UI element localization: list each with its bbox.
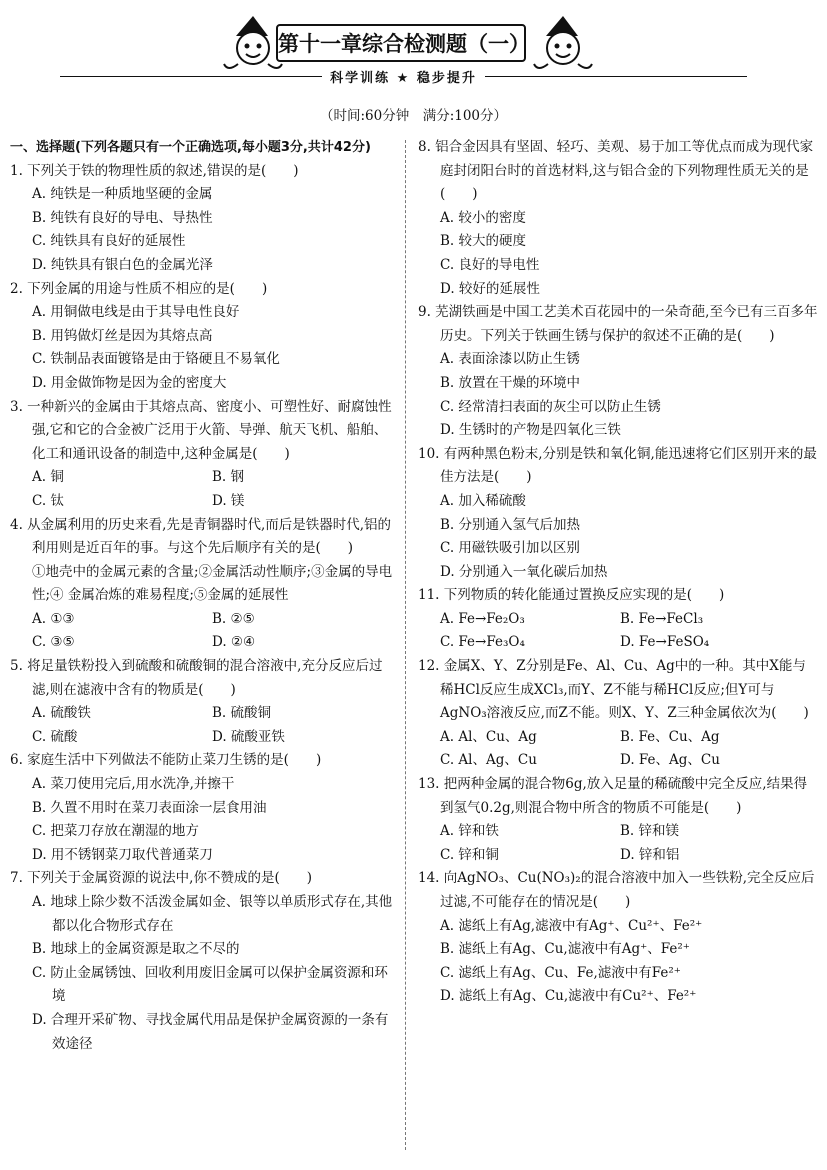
question-stem: 11. 下列物质的转化能通过置换反应实现的是( ) (418, 587, 725, 604)
option-d: D. 分别通入一氧化碳后加热 (440, 563, 608, 580)
option-b: B. 纯铁有良好的导电、导热性 (32, 209, 213, 226)
subtitle-rule-left (60, 76, 322, 77)
option-c: C. 防止金属锈蚀、回收利用废旧金属可以保护金属资源和环境 (32, 964, 388, 1005)
option-a: A. Fe→Fe₂O₃ (440, 610, 525, 627)
question-stem: 10. 有两种黑色粉末,分别是铁和氧化铜,能迅速将它们区别开来的最佳方法是( ) (418, 445, 817, 486)
option-b: B. 放置在干燥的环境中 (440, 374, 581, 391)
question-6 (10, 749, 395, 867)
question-stem: 13. 把两种金属的混合物6g,放入足量的稀硫酸中完全反应,结果得到氢气0.2g,则混合物中所含的物质不可能是( ) (418, 776, 808, 816)
option-b: B. Fe→FeCl₃ (620, 610, 704, 627)
option-b: B. 地球上的金属资源是取之不尽的 (32, 941, 240, 958)
option-a: A. 地球上除少数不活泼金属如金、银等以单质形式存在,其他都以化合物形式存在 (32, 894, 393, 934)
question-stem: 3. 一种新兴的金属由于其熔点高、密度小、可塑性好、耐腐蚀性强,它和它的合金被广泛用于火箭、导弹、航天飞机、船舶、化工和通讯设备的制造中,这种金属是( ) (10, 398, 392, 462)
question-4 (10, 514, 395, 656)
option-a: A. 加入稀硫酸 (440, 492, 526, 509)
option-a: A. 菜刀使用完后,用水洗净,并擦干 (32, 776, 235, 793)
option-d: D. 纯铁具有银白色的金属光泽 (32, 256, 213, 273)
question-3 (10, 396, 395, 514)
question-5 (10, 655, 395, 749)
option-d: D. 合理开采矿物、寻找金属代用品是保护金属资源的一条有效途径 (32, 1011, 389, 1052)
option-c: C. ③⑤ (32, 634, 75, 651)
option-b: B. Fe、Cu、Ag (620, 728, 720, 745)
option-row (10, 631, 395, 655)
option-row (418, 726, 818, 750)
option-a: A. 滤纸上有Ag,滤液中有Ag⁺、Cu²⁺、Fe²⁺ (440, 917, 703, 934)
option-c: C. 滤纸上有Ag、Cu、Fe,滤液中有Fe²⁺ (440, 964, 681, 981)
option-b: B. 硫酸铜 (212, 705, 272, 722)
option-row (10, 466, 395, 490)
option-row (10, 726, 395, 750)
option-row (418, 631, 818, 655)
option-b: B. ②⑤ (212, 610, 255, 627)
option-d: D. 用金做饰物是因为金的密度大 (32, 374, 227, 391)
page-header (0, 0, 827, 95)
question-2 (10, 278, 395, 396)
question-stem: 12. 金属X、Y、Z分别是Fe、Al、Cu、Ag中的一种。其中X能与稀HCl反应生成XCl₃,而Y、Z不能与稀HCl反应;但Y可与AgNO₃溶液反应,而Z不能。则X、Y、Z三种金属依次为( ) (418, 658, 809, 722)
subtitle-rule-right (485, 76, 747, 77)
question-1 (10, 160, 395, 278)
option-row (418, 844, 818, 868)
question-11 (418, 584, 818, 655)
option-c: C. 锌和铜 (440, 846, 499, 863)
option-d: D. 镁 (212, 492, 245, 509)
option-row (10, 490, 395, 514)
question-note: ①地壳中的金属元素的含量;②金属活动性顺序;③金属的导电性;④ 金属冶炼的难易程度;⑤金属的延展性 (32, 563, 393, 604)
question-7 (10, 867, 395, 1056)
subtitle: 科学训练 ★ 稳步提升 (330, 70, 477, 86)
right-column (418, 136, 818, 1009)
question-stem: 1. 下列关于铁的物理性质的叙述,错误的是( ) (10, 162, 299, 179)
option-d: D. 滤纸上有Ag、Cu,滤液中有Cu²⁺、Fe²⁺ (440, 988, 697, 1005)
option-c: C. 经常清扫表面的灰尘可以防止生锈 (440, 398, 661, 415)
option-c: C. 硫酸 (32, 728, 78, 745)
question-14 (418, 867, 818, 1009)
option-d: D. 硫酸亚铁 (212, 728, 285, 745)
question-10 (418, 443, 818, 585)
question-12 (418, 655, 818, 773)
option-a: A. 铜 (32, 469, 64, 486)
question-stem: 9. 芜湖铁画是中国工艺美术百花园中的一朵奇葩,至今已有三百多年历史。下列关于铁画生锈与保护的叙述不正确的是( ) (418, 304, 818, 344)
option-a: A. 表面涂漆以防止生锈 (440, 351, 580, 368)
section-heading: 一、选择题(下列各题只有一个正确选项,每小题3分,共计42分) (10, 140, 371, 155)
option-row (10, 702, 395, 726)
option-d: D. ②④ (212, 634, 256, 651)
option-b: B. 分别通入氢气后加热 (440, 516, 581, 533)
question-13 (418, 773, 818, 867)
option-c: C. 铁制品表面镀铬是由于铬硬且不易氧化 (32, 351, 280, 368)
option-c: C. 把菜刀存放在潮湿的地方 (32, 823, 199, 840)
option-b: B. 滤纸上有Ag、Cu,滤液中有Ag⁺、Fe²⁺ (440, 941, 690, 958)
option-row (418, 749, 818, 773)
question-stem: 2. 下列金属的用途与性质不相应的是( ) (10, 280, 268, 297)
option-d: D. Fe→FeSO₄ (620, 634, 710, 651)
option-c: C. 用磁铁吸引加以区别 (440, 540, 580, 557)
option-a: A. 用铜做电线是由于其导电性良好 (32, 304, 240, 321)
question-stem: 4. 从金属利用的历史来看,先是青铜器时代,而后是铁器时代,铝的利用则是近百年的事。与这个先后顺序有关的是( ) (10, 516, 392, 557)
option-d: D. 锌和铝 (620, 846, 680, 863)
option-c: C. 钛 (32, 492, 64, 509)
option-row (418, 820, 818, 844)
option-c: C. 纯铁具有良好的延展性 (32, 233, 186, 250)
option-c: C. Al、Ag、Cu (440, 752, 537, 769)
question-stem: 14. 向AgNO₃、Cu(NO₃)₂的混合溶液中加入一些铁粉,完全反应后过滤,不可能存在的情况是( ) (418, 870, 815, 910)
column-divider (405, 140, 406, 1150)
question-stem: 8. 铝合金因具有坚固、轻巧、美观、易于加工等优点而成为现代家庭封闭阳台时的首选材料,这与铝合金的下列物理性质无关的是( ) (418, 139, 814, 203)
option-d: D. 用不锈钢菜刀取代普通菜刀 (32, 846, 213, 863)
question-9 (418, 301, 818, 443)
question-8 (418, 136, 818, 301)
question-stem: 5. 将足量铁粉投入到硫酸和硫酸铜的混合溶液中,充分反应后过滤,则在滤液中含有的物质是( ) (10, 658, 383, 698)
option-row (10, 608, 395, 632)
option-a: A. 锌和铁 (440, 823, 499, 840)
option-b: B. 久置不用时在菜刀表面涂一层食用油 (32, 799, 267, 816)
option-b: B. 钢 (212, 469, 245, 486)
option-a: A. Al、Cu、Ag (440, 728, 537, 745)
time-info: （时间:60分钟 满分:100分） (319, 108, 508, 124)
option-b: B. 锌和镁 (620, 823, 680, 840)
left-column (10, 136, 395, 1056)
option-a: A. 较小的密度 (440, 209, 526, 226)
option-d: D. 较好的延展性 (440, 280, 540, 297)
option-b: B. 较大的硬度 (440, 233, 527, 250)
option-c: C. Fe→Fe₃O₄ (440, 634, 525, 651)
question-stem: 7. 下列关于金属资源的说法中,你不赞成的是( ) (10, 870, 312, 887)
subtitle-row (60, 66, 747, 86)
option-row (418, 608, 818, 632)
option-a: A. ①③ (32, 610, 75, 627)
option-c: C. 良好的导电性 (440, 256, 540, 273)
option-a: A. 硫酸铁 (32, 705, 91, 722)
option-d: D. Fe、Ag、Cu (620, 752, 720, 769)
option-b: B. 用钨做灯丝是因为其熔点高 (32, 327, 213, 344)
question-stem: 6. 家庭生活中下列做法不能防止菜刀生锈的是( ) (10, 752, 322, 769)
option-a: A. 纯铁是一种质地坚硬的金属 (32, 186, 213, 203)
option-d: D. 生锈时的产物是四氧化三铁 (440, 422, 621, 439)
page-title: 第十一章综合检测题（一） (276, 24, 526, 62)
